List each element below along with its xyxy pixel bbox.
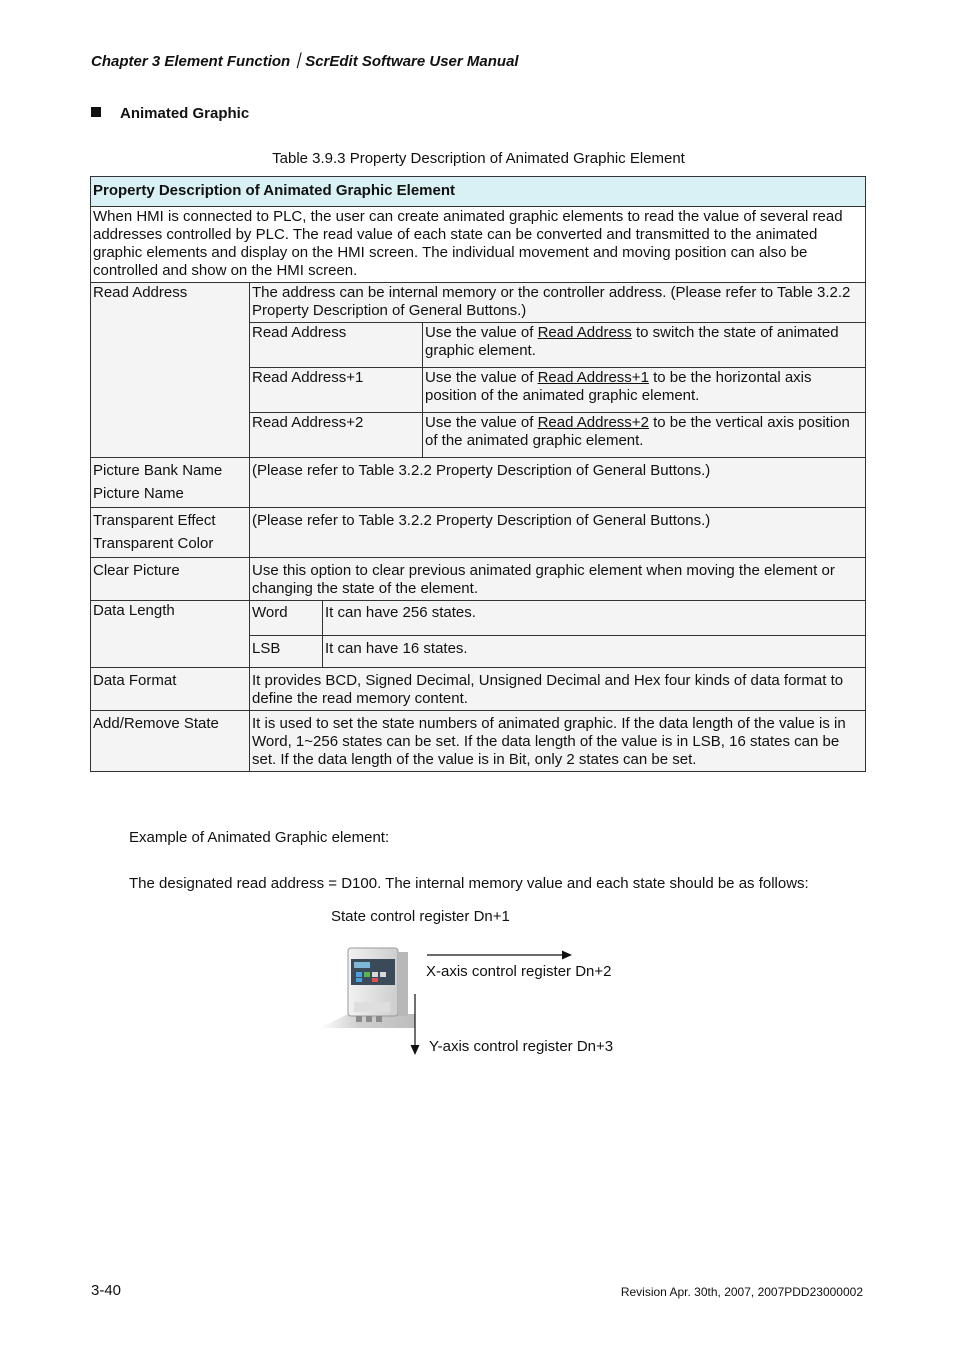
data-length-option: Word: [250, 601, 323, 636]
data-format-desc: It provides BCD, Signed Decimal, Unsigned Decimal and Hex four kinds of data format to define the read memory content.: [250, 668, 866, 711]
desc-pre: Use the value of: [425, 369, 538, 386]
desc-pre: Use the value of: [425, 414, 538, 431]
transparent-label: [91, 508, 250, 558]
section-title: [91, 105, 249, 122]
read-address-row-name: Read Address+2: [250, 413, 423, 458]
transparent-desc: (Please refer to Table 3.2.2 Property Description of General Buttons.): [250, 508, 866, 558]
read-address-row-name: Read Address+1: [250, 368, 423, 413]
read-address-link: Read Address: [537, 324, 632, 341]
x-axis-register-label: X-axis control register Dn+2: [426, 963, 612, 980]
drive-device-icon: [320, 948, 415, 1028]
read-address-row-name: Read Address: [250, 323, 423, 368]
data-length-desc: It can have 256 states.: [323, 601, 866, 636]
desc-post: to be the vertical axis position of the animated graphic element.: [425, 414, 850, 449]
y-axis-register-label: Y-axis control register Dn+3: [429, 1038, 614, 1055]
table-caption: Table 3.9.3 Property Description of Animated Graphic Element: [272, 150, 685, 167]
picture-desc: (Please refer to Table 3.2.2 Property Description of General Buttons.): [250, 458, 866, 508]
page-header: Chapter 3 Element Function｜ScrEdit Software User Manual: [91, 53, 519, 70]
read-address-row-desc: [423, 368, 866, 413]
add-remove-label: Add/Remove State: [91, 711, 250, 772]
read-address-row-desc: [423, 413, 866, 458]
desc-post: to be the horizontal axis position of the animated graphic element.: [425, 369, 812, 404]
desc-pre: Use the value of: [425, 324, 538, 341]
data-format-label: Data Format: [91, 668, 250, 711]
clear-picture-label: Clear Picture: [91, 558, 250, 601]
revision-note: Revision Apr. 30th, 2007, 2007PDD23000002: [620, 1285, 863, 1299]
example-line: The designated read address = D100. The internal memory value and each state should be as follows:: [129, 875, 809, 892]
clear-picture-desc: Use this option to clear previous animated graphic element when moving the element or changing the state of the element.: [250, 558, 866, 601]
table-intro: When HMI is connected to PLC, the user can create animated graphic elements to read the value of several read addresses controlled by PLC. The read value of each state can be converted and transmitted to the animated graphic elements and display on the HMI screen. The individual movement and moving position can also be controlled and show on the HMI screen.: [91, 207, 866, 283]
x-axis-arrowhead-icon: [562, 951, 572, 960]
table-heading: Property Description of Animated Graphic Element: [91, 177, 866, 207]
transparent-effect-label: Transparent Effect: [93, 512, 216, 529]
example-title: Example of Animated Graphic element:: [129, 829, 390, 846]
read-address-link: Read Address+1: [537, 369, 649, 386]
property-table: [90, 176, 866, 772]
data-length-label: Data Length: [91, 601, 250, 668]
data-length-option: LSB: [250, 636, 323, 668]
y-axis-arrowhead-icon: [411, 1045, 420, 1055]
read-address-link: Read Address+2: [537, 414, 649, 431]
read-address-desc: The address can be internal memory or the controller address. (Please refer to Table 3.2.2 Property Description of General Buttons.): [250, 283, 866, 323]
data-length-desc: It can have 16 states.: [323, 636, 866, 668]
state-register-label: State control register Dn+1: [331, 908, 510, 925]
read-address-label: Read Address: [91, 283, 250, 458]
picture-name-label: Picture Name: [93, 485, 184, 502]
picture-bank-name-label: Picture Bank Name: [93, 462, 223, 479]
desc-post: to switch the state of animated graphic element.: [425, 324, 839, 359]
bullet-square-icon: [91, 107, 101, 117]
add-remove-desc: It is used to set the state numbers of animated graphic. If the data length of the value is in Word, 1~256 states can be set. If the data length of the value is in LSB, 16 states can be set. If the data length of the value is in Bit, only 2 states can be set.: [250, 711, 866, 772]
page-number: 3-40: [91, 1282, 122, 1299]
read-address-row-desc: [423, 323, 866, 368]
picture-label: [91, 458, 250, 508]
section-title-text: Animated Graphic: [120, 105, 250, 122]
transparent-color-label: Transparent Color: [93, 535, 214, 552]
